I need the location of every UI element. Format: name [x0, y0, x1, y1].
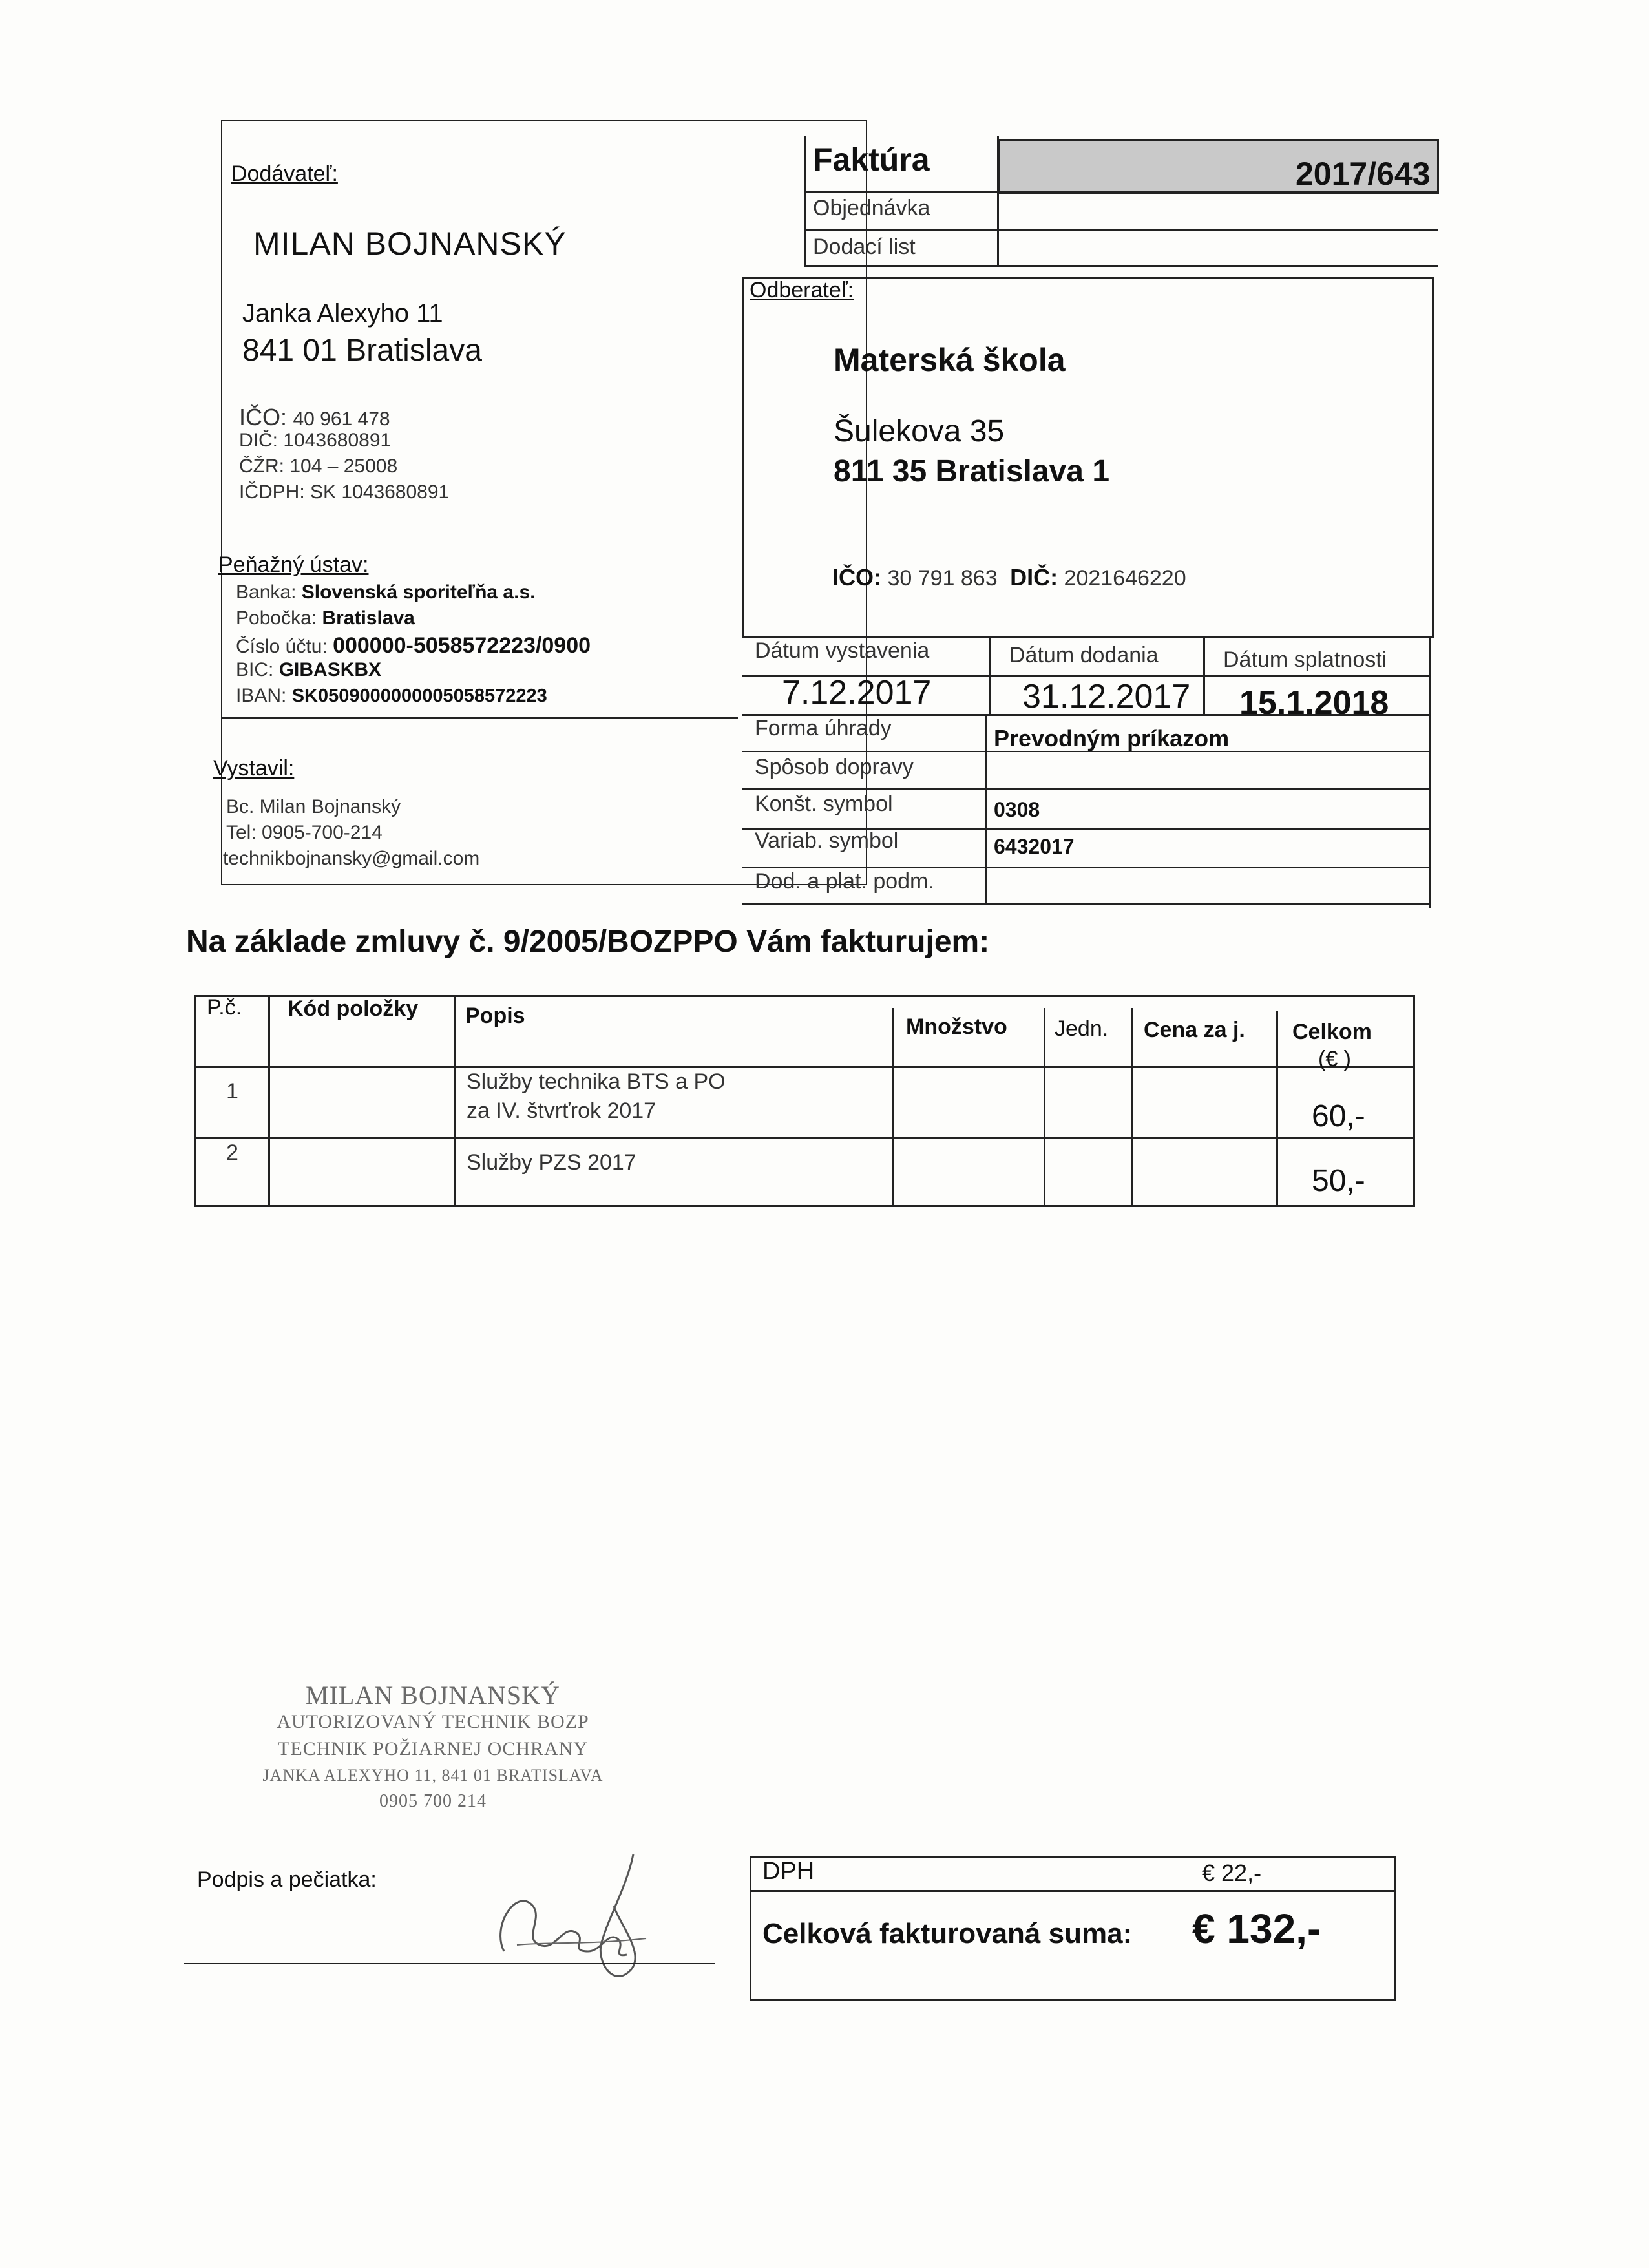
- contract-intro: Na základe zmluvy č. 9/2005/BOZPPO Vám fakturujem:: [186, 925, 990, 959]
- bank-branch: Pobočka: Bratislava: [236, 607, 415, 629]
- row-1-desc-1: Služby technika BTS a PO: [467, 1069, 726, 1094]
- payment-label-rule: [985, 716, 987, 903]
- payment-rule-bottom: [742, 903, 1429, 905]
- invoice-rule-1: [804, 191, 1438, 193]
- handwritten-signature: [478, 1848, 711, 1997]
- customer-ids: IČO: 30 791 863 DIČ: 2021646220: [832, 564, 1186, 591]
- col-rule-4: [1044, 1008, 1045, 1207]
- vat-value: € 22,-: [1202, 1860, 1262, 1886]
- issuer-heading: Vystavil:: [213, 756, 295, 781]
- th-code: Kód položky: [288, 996, 419, 1021]
- due-date-label: Dátum splatnosti: [1223, 647, 1387, 672]
- payment-rule-2: [742, 788, 1429, 790]
- row-1-total: 60,-: [1312, 1099, 1365, 1133]
- header-row-rule: [194, 1066, 1415, 1068]
- th-total-unit: (€ ): [1318, 1047, 1351, 1071]
- row-2-total: 50,-: [1312, 1164, 1365, 1198]
- stamp-line-5: 0905 700 214: [379, 1791, 487, 1811]
- invoice-title: Faktúra: [813, 142, 930, 178]
- totals-mid-rule: [750, 1890, 1396, 1892]
- bank-divider: [221, 717, 738, 719]
- invoice-rule-2: [804, 229, 1438, 231]
- total-value: € 132,-: [1192, 1906, 1321, 1952]
- payment-form-label: Forma úhrady: [755, 716, 892, 740]
- dates-rule-right: [1429, 638, 1431, 716]
- customer-street: Šulekova 35: [834, 414, 1005, 448]
- supplier-street: Janka Alexyho 11: [242, 299, 443, 328]
- terms-label: Dod. a plat. podm.: [755, 869, 934, 894]
- customer-name: Materská škola: [834, 342, 1066, 378]
- due-date: 15.1.2018: [1239, 684, 1389, 722]
- th-total: Celkom: [1292, 1020, 1372, 1044]
- th-desc: Popis: [465, 1003, 525, 1028]
- payment-right-rule: [1429, 716, 1431, 908]
- stamp-line-1: MILAN BOJNANSKÝ: [306, 1681, 560, 1710]
- th-no: P.č.: [207, 995, 242, 1020]
- var-symbol-value: 6432017: [994, 835, 1075, 858]
- bank-heading: Peňažný ústav:: [218, 552, 369, 577]
- signature-label: Podpis a pečiatka:: [197, 1867, 377, 1892]
- row-2-no: 2: [226, 1140, 238, 1165]
- issuer-phone: Tel: 0905-700-214: [226, 822, 383, 843]
- bank-name: Banka: Slovenská sporiteľňa a.s.: [236, 582, 536, 603]
- var-symbol-label: Variab. symbol: [755, 828, 899, 853]
- stamp-line-3: TECHNIK POŽIARNEJ OCHRANY: [278, 1738, 588, 1759]
- supplier-ico: IČO: 40 961 478: [239, 404, 390, 430]
- supplier-name: MILAN BOJNANSKÝ: [253, 226, 567, 262]
- payment-form-value: Prevodným príkazom: [994, 725, 1230, 751]
- issue-date-label: Dátum vystavenia: [755, 638, 930, 663]
- row-1-no: 1: [226, 1079, 238, 1104]
- supplier-dic: DIČ: 1043680891: [239, 430, 392, 451]
- transport-label: Spôsob dopravy: [755, 755, 914, 779]
- invoice-number: 2017/643: [1296, 156, 1431, 192]
- payment-rule-1: [742, 751, 1429, 752]
- th-unit: Jedn.: [1055, 1016, 1109, 1041]
- stamp-line-2: AUTORIZOVANÝ TECHNIK BOZP: [277, 1711, 589, 1732]
- stamp-line-4: JANKA ALEXYHO 11, 841 01 BRATISLAVA: [262, 1766, 604, 1785]
- supplier-heading: Dodávateľ:: [231, 162, 338, 186]
- customer-city: 811 35 Bratislava 1: [834, 454, 1110, 488]
- col-rule-2: [454, 995, 456, 1207]
- col-rule-5: [1131, 1008, 1133, 1207]
- invoice-header-mid-rule: [997, 136, 999, 265]
- issuer-email: technikbojnansky@gmail.com: [223, 848, 480, 869]
- delivery-date-label: Dátum dodania: [1009, 643, 1159, 667]
- const-symbol-value: 0308: [994, 798, 1040, 821]
- supplier-icdph: IČDPH: SK 1043680891: [239, 481, 450, 503]
- payment-rule-4: [742, 867, 1429, 868]
- row-1-rule: [194, 1137, 1415, 1139]
- th-qty: Množstvo: [906, 1014, 1007, 1039]
- issue-date: 7.12.2017: [782, 674, 932, 711]
- company-stamp: [233, 1680, 633, 1829]
- delivery-note-label: Dodací list: [813, 235, 916, 259]
- col-rule-6: [1276, 1011, 1278, 1207]
- invoice-rule-3: [804, 265, 1438, 267]
- th-price: Cena za j.: [1144, 1018, 1245, 1042]
- vat-label: DPH: [762, 1858, 815, 1885]
- bank-iban: IBAN: SK0509000000005058572223: [236, 685, 547, 706]
- row-1-desc-2: za IV. štvrťrok 2017: [467, 1098, 656, 1123]
- row-2-desc-1: Služby PZS 2017: [467, 1150, 636, 1175]
- bank-account: Číslo účtu: 000000-5058572223/0900: [236, 633, 591, 658]
- delivery-date: 31.12.2017: [1022, 678, 1191, 715]
- signature-line: [184, 1963, 715, 1964]
- const-symbol-label: Konšt. symbol: [755, 792, 893, 816]
- total-label: Celková fakturovaná suma:: [762, 1918, 1133, 1949]
- issuer-name: Bc. Milan Bojnanský: [226, 796, 401, 817]
- invoice-header-left-rule: [804, 136, 806, 265]
- col-rule-1: [268, 995, 270, 1207]
- bank-bic: BIC: GIBASKBX: [236, 659, 382, 680]
- customer-heading: Odberateľ:: [750, 278, 854, 302]
- col-rule-3: [892, 1008, 894, 1207]
- supplier-czr: ČŽR: 104 – 25008: [239, 456, 398, 477]
- supplier-city: 841 01 Bratislava: [242, 333, 482, 368]
- order-label: Objednávka: [813, 196, 930, 220]
